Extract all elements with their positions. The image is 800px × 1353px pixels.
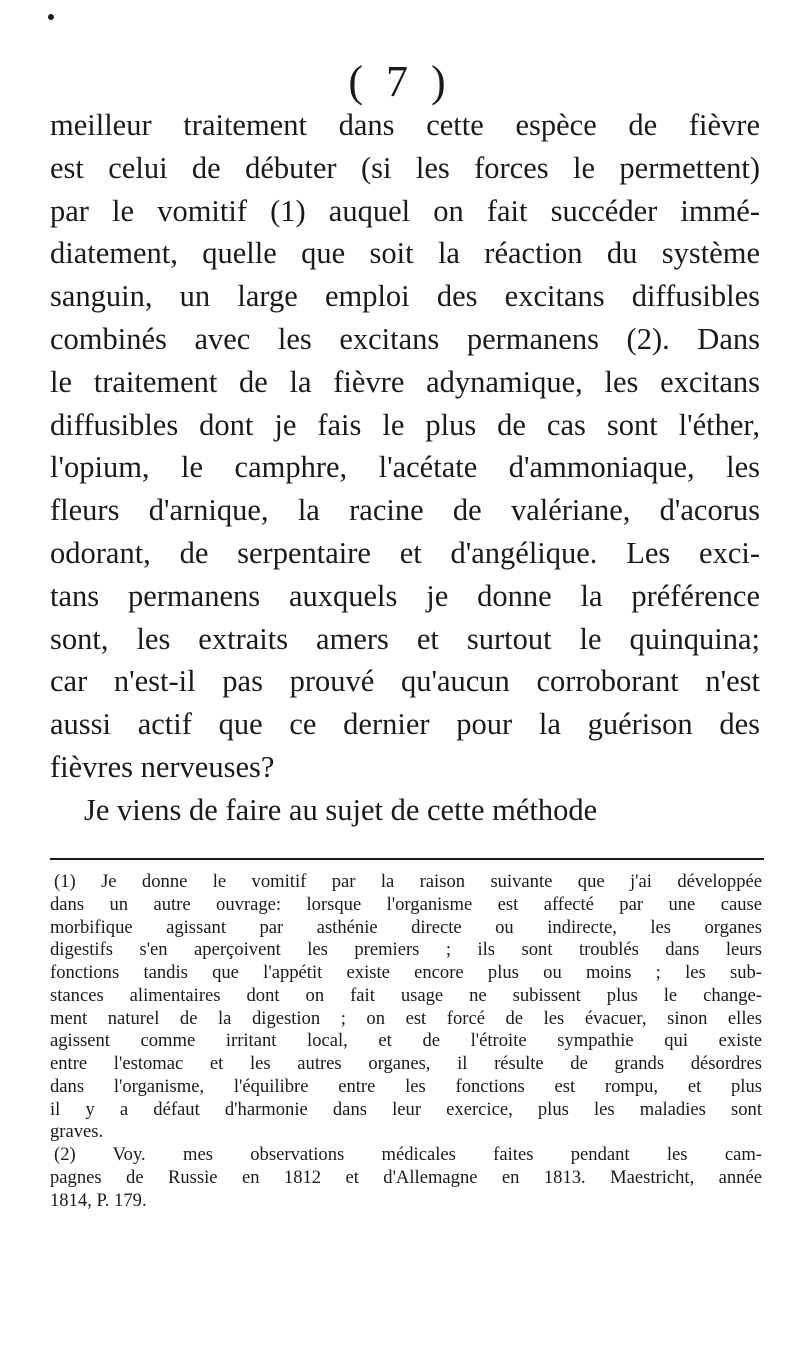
ink-dot bbox=[48, 14, 54, 20]
footnote-line: agissent comme irritant local, et de l'étroite sympathie qui existe bbox=[50, 1030, 762, 1052]
body-text bbox=[50, 104, 760, 832]
body-line: fleurs d'arnique, la racine de valériane, d'acorus bbox=[50, 493, 760, 528]
footnote-line: dans un autre ouvrage: lorsque l'organisme est affecté par une cause bbox=[50, 893, 762, 915]
body-line: le traitement de la fièvre adynamique, les excitans bbox=[50, 364, 760, 399]
footnote-line: graves. bbox=[50, 1121, 104, 1143]
body-line: meilleur traitement dans cette espèce de fièvre bbox=[50, 108, 760, 142]
body-line: diatement, quelle que soit la réaction du système bbox=[50, 236, 760, 271]
footnote-line: (1) Je donne le vomitif par la raison suivante que j'ai développée bbox=[54, 871, 762, 892]
body-line: par le vomitif (1) auquel on fait succéder immé- bbox=[50, 193, 760, 228]
body-line: tans permanens auxquels je donne la préférence bbox=[50, 578, 760, 613]
body-line: odorant, de serpentaire et d'angélique. Les exci- bbox=[50, 535, 760, 570]
body-line: l'opium, le camphre, l'acétate d'ammoniaque, les bbox=[50, 450, 760, 485]
footnote-line: 1814, P. 179. bbox=[50, 1189, 147, 1211]
body-line: combinés avec les excitans permanens (2). Dans bbox=[50, 321, 760, 356]
footnote-line: morbifique agissant par asthénie directe ou indirecte, les organes bbox=[50, 916, 762, 938]
footnote-line: dans l'organisme, l'équilibre entre les fonctions est rompu, et plus bbox=[50, 1075, 762, 1097]
footnote-line: ment naturel de la digestion ; on est forcé de les évacuer, sinon elles bbox=[50, 1007, 762, 1029]
footnote-line: entre l'estomac et les autres organes, il résulte de grands désordres bbox=[50, 1053, 762, 1074]
body-line: diffusibles dont je fais le plus de cas sont l'éther, bbox=[50, 407, 760, 442]
footnote-line: il y a défaut d'harmonie dans leur exercice, plus les maladies sont bbox=[50, 1098, 762, 1120]
body-line: aussi actif que ce dernier pour la guérison des bbox=[50, 707, 760, 742]
footnote-line: pagnes de Russie en 1812 et d'Allemagne en 1813. Maestricht, année bbox=[50, 1166, 762, 1188]
body-line: fièvres nerveuses? bbox=[50, 749, 275, 784]
body-line: est celui de débuter (si les forces le permettent) bbox=[50, 150, 760, 185]
footnote-line: stances alimentaires dont on fait usage ne subissent plus le change- bbox=[50, 984, 762, 1006]
body-line: car n'est-il pas prouvé qu'aucun corroborant n'est bbox=[50, 664, 760, 699]
footnote-line: (2) Voy. mes observations médicales faites pendant les cam- bbox=[54, 1144, 762, 1165]
body-line: Je viens de faire au sujet de cette méthode bbox=[84, 792, 598, 827]
footnote-line: fonctions tandis que l'appétit existe encore plus ou moins ; les sub- bbox=[50, 962, 762, 983]
body-line: sanguin, un large emploi des excitans diffusibles bbox=[50, 279, 760, 314]
footnotes bbox=[50, 871, 762, 1212]
page-number: ( 7 ) bbox=[348, 57, 452, 106]
footnote-line: digestifs s'en aperçoivent les premiers ; ils sont troublés dans leurs bbox=[50, 939, 762, 961]
footnote-separator bbox=[50, 858, 764, 860]
body-line: sont, les extraits amers et surtout le quinquina; bbox=[50, 621, 760, 656]
